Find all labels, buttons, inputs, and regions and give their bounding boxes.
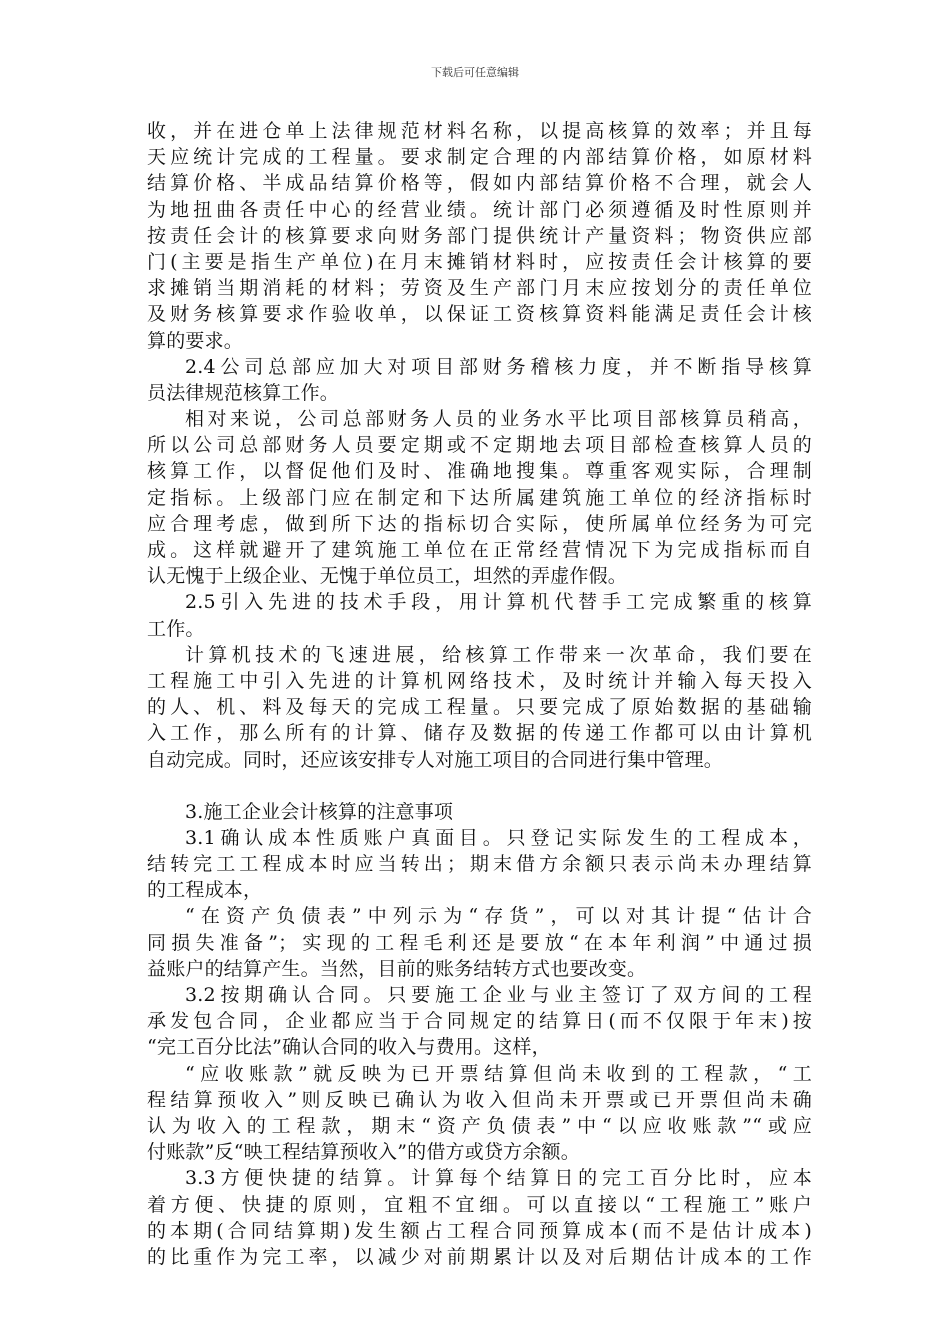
text-line: 的本期(合同结算期)发生额占工程合同预算成本(而不是估计成本): [147, 1219, 812, 1242]
section-3-3-paragraph: [147, 1165, 812, 1270]
paragraph: [147, 1061, 812, 1166]
text-line: 相对来说，公司总部财务人员的业务水平比项目部核算员稍高，: [185, 408, 812, 431]
paragraph: [147, 406, 812, 589]
text-line: 入工作，那么所有的计算、储存及数据的传递工作都可以由计算机: [147, 722, 812, 745]
text-line: 结转完工工程成本时应当转出；期末借方余额只表示尚未办理结算: [147, 853, 812, 876]
text-line: 计算机技术的飞速进展，给核算工作带来一次革命，我们要在: [185, 643, 812, 666]
section-3-heading: [147, 799, 812, 825]
text-line: “在资产负债表”中列示为“存货”，可以对其计提“估计合: [185, 905, 812, 928]
section-2-4-paragraph: [147, 354, 812, 406]
text-line: 员法律规范核算工作。: [147, 381, 340, 404]
text-line: 门(主要是指生产单位)在月末摊销材料时，应按责任会计核算的要: [147, 250, 812, 273]
text-line: 为地扭曲各责任中心的经营业绩。统计部门必须遵循及时性原则并: [147, 198, 812, 221]
text-line: 付账款”反“映工程结算预收入”的借方或贷方余额。: [147, 1141, 580, 1164]
text-line: 结算价格、半成品结算价格等，假如内部结算价格不合理，就会人: [147, 172, 812, 195]
text-line: 承发包合同，企业都应当于合同规定的结算日(而不仅限于年末)按: [147, 1010, 812, 1033]
text-line: “应收账款”就反映为已开票结算但尚未收到的工程款，“工: [185, 1062, 812, 1085]
paragraph: [147, 118, 812, 354]
paragraph: [147, 642, 812, 773]
text-line: “完工百分比法”确认合同的收入与费用。这样，: [147, 1036, 551, 1059]
text-line: 2.4公司总部应加大对项目部财务稽核力度，并不断指导核算: [185, 355, 812, 378]
text-line: 着方便、快捷的原则，宜粗不宜细。可以直接以“工程施工”账户: [147, 1193, 812, 1216]
text-line: 成。这样就避开了建筑施工单位在正常经营情况下为完成指标而自: [147, 539, 812, 561]
text-line: 同损失准备”；实现的工程毛利还是要放“在本年利润”中通过损: [147, 931, 812, 954]
text-line: 认无愧于上级企业、无愧于单位员工，坦然的弄虚作假。: [147, 565, 628, 588]
section-2-5-paragraph: [147, 589, 812, 641]
text-line: 2.5引入先进的技术手段，用计算机代替手工完成繁重的核算: [185, 591, 812, 614]
text-line: 3.1确认成本性质账户真面目。只登记实际发生的工程成本，: [185, 826, 812, 849]
text-line: 所以公司总部财务人员要定期或不定期地去项目部检查核算人员的: [147, 434, 812, 457]
text-line: 自动完成。同时，还应该安排专人对施工项目的合同进行集中管理。: [147, 748, 724, 771]
text-line: 应合理考虑，做到所下达的指标切合实际，使所属单位经务为可完: [147, 512, 812, 535]
text-line: 3.2按期确认合同。只要施工企业与业主签订了双方间的工程: [185, 984, 812, 1006]
paragraph: [147, 903, 812, 982]
page-header: 下载后可任意编辑: [431, 66, 519, 79]
text-line: 收，并在进仓单上法律规范材料名称，以提高核算的效率；并且每: [147, 120, 812, 142]
text-line: 工作。: [147, 617, 205, 640]
text-line: 的人、机、料及每天的完成工程量。只要完成了原始数据的基础输: [147, 696, 812, 719]
section-3-2-paragraph: [147, 982, 812, 1061]
text-line: 求摊销当期消耗的材料；劳资及生产部门月末应按划分的责任单位: [147, 277, 812, 300]
text-line: 认为收入的工程款，期末“资产负债表”中“以应收账款”“或应: [147, 1114, 812, 1137]
text-line: 算的要求。: [147, 329, 244, 352]
text-line: 按责任会计的核算要求向财务部门提供统计产量资料；物资供应部: [147, 224, 812, 247]
text-line: 工程施工中引入先进的计算机网络技术，及时统计并输入每天投入: [147, 669, 812, 692]
text-line: 及财务核算要求作验收单，以保证工资核算资料能满足责任会计核: [147, 303, 812, 326]
text-line: 的比重作为完工率，以减少对前期累计以及对后期估计成本的工作: [147, 1245, 812, 1268]
text-line: 的工程成本，: [147, 879, 263, 902]
section-heading: 3.施工企业会计核算的注意事项: [185, 800, 454, 823]
text-line: 核算工作，以督促他们及时、准确地搜集。尊重客观实际，合理制: [147, 460, 812, 483]
text-line: 天应统计完成的工程量。要求制定合理的内部结算价格，如原材料: [147, 146, 812, 169]
section-3-1-paragraph: [147, 825, 812, 904]
text-line: 益账户的结算产生。当然，目前的账务结转方式也要改变。: [147, 957, 647, 980]
text-line: 3.3方便快捷的结算。计算每个结算日的完工百分比时，应本: [185, 1167, 812, 1190]
paragraph-gap: [147, 773, 812, 799]
text-line: 程结算预收入”则反映已确认为收入但尚未开票或已开票但尚未确: [147, 1088, 812, 1111]
document-body: [147, 118, 812, 1270]
text-line: 定指标。上级部门应在制定和下达所属建筑施工单位的经济指标时: [147, 486, 812, 509]
